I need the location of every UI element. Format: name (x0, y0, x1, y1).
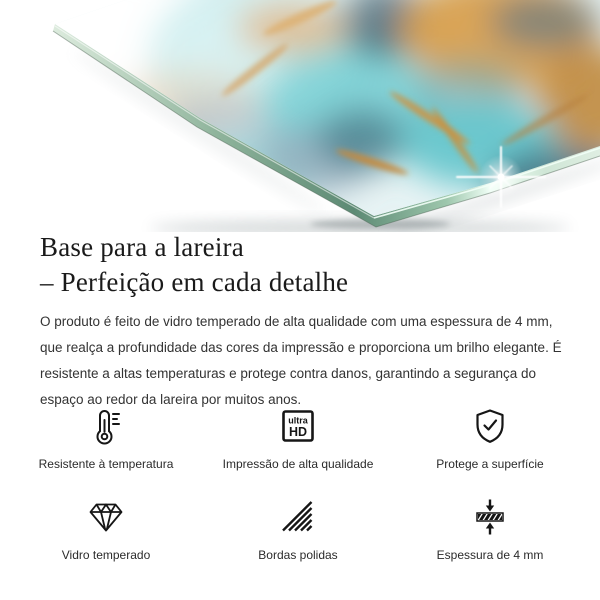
page-title-line2: – Perfeição em cada detalhe (40, 267, 349, 297)
feature-label: Vidro temperado (61, 548, 151, 562)
feature-tempered-glass (10, 495, 202, 562)
thickness-4mm-icon (470, 495, 510, 539)
feature-label: Resistente à temperatura (38, 457, 174, 471)
thermometer-icon (86, 404, 126, 448)
feature-label: Impressão de alta qualidade (222, 457, 374, 471)
feature-label: Bordas polidas (258, 548, 338, 562)
hero-product-image (0, 0, 600, 232)
feature-label: Espessura de 4 mm (436, 548, 544, 562)
diamond-icon (86, 495, 126, 539)
page-title-line1: Base para a lareira (40, 232, 244, 262)
shield-check-icon (470, 404, 510, 448)
ultra-hd-badge-bottom: HD (288, 425, 308, 439)
page-title (40, 230, 348, 300)
feature-temperature-resistant (10, 404, 202, 471)
polished-edges-icon (278, 495, 318, 539)
feature-label: Protege a superfície (436, 457, 544, 471)
glass-panel-illustration (0, 0, 600, 232)
feature-surface-protection (394, 404, 586, 471)
product-description-text: O produto é feito de vidro temperado de alta qualidade com uma espessura de 4 mm, que realça a profundidade das cores da impressão e proporciona um brilho elegante. É resistente a altas temperaturas e protege contra danos, garantindo a segurança do espaço ao redor da lareira por muitos anos. (40, 314, 562, 407)
features-grid (10, 404, 586, 562)
feature-print-quality (202, 404, 394, 471)
ultra-hd-icon (278, 404, 318, 448)
feature-thickness (394, 495, 586, 562)
ultra-hd-badge-top: ultra (288, 415, 308, 426)
feature-polished-edges (202, 495, 394, 562)
